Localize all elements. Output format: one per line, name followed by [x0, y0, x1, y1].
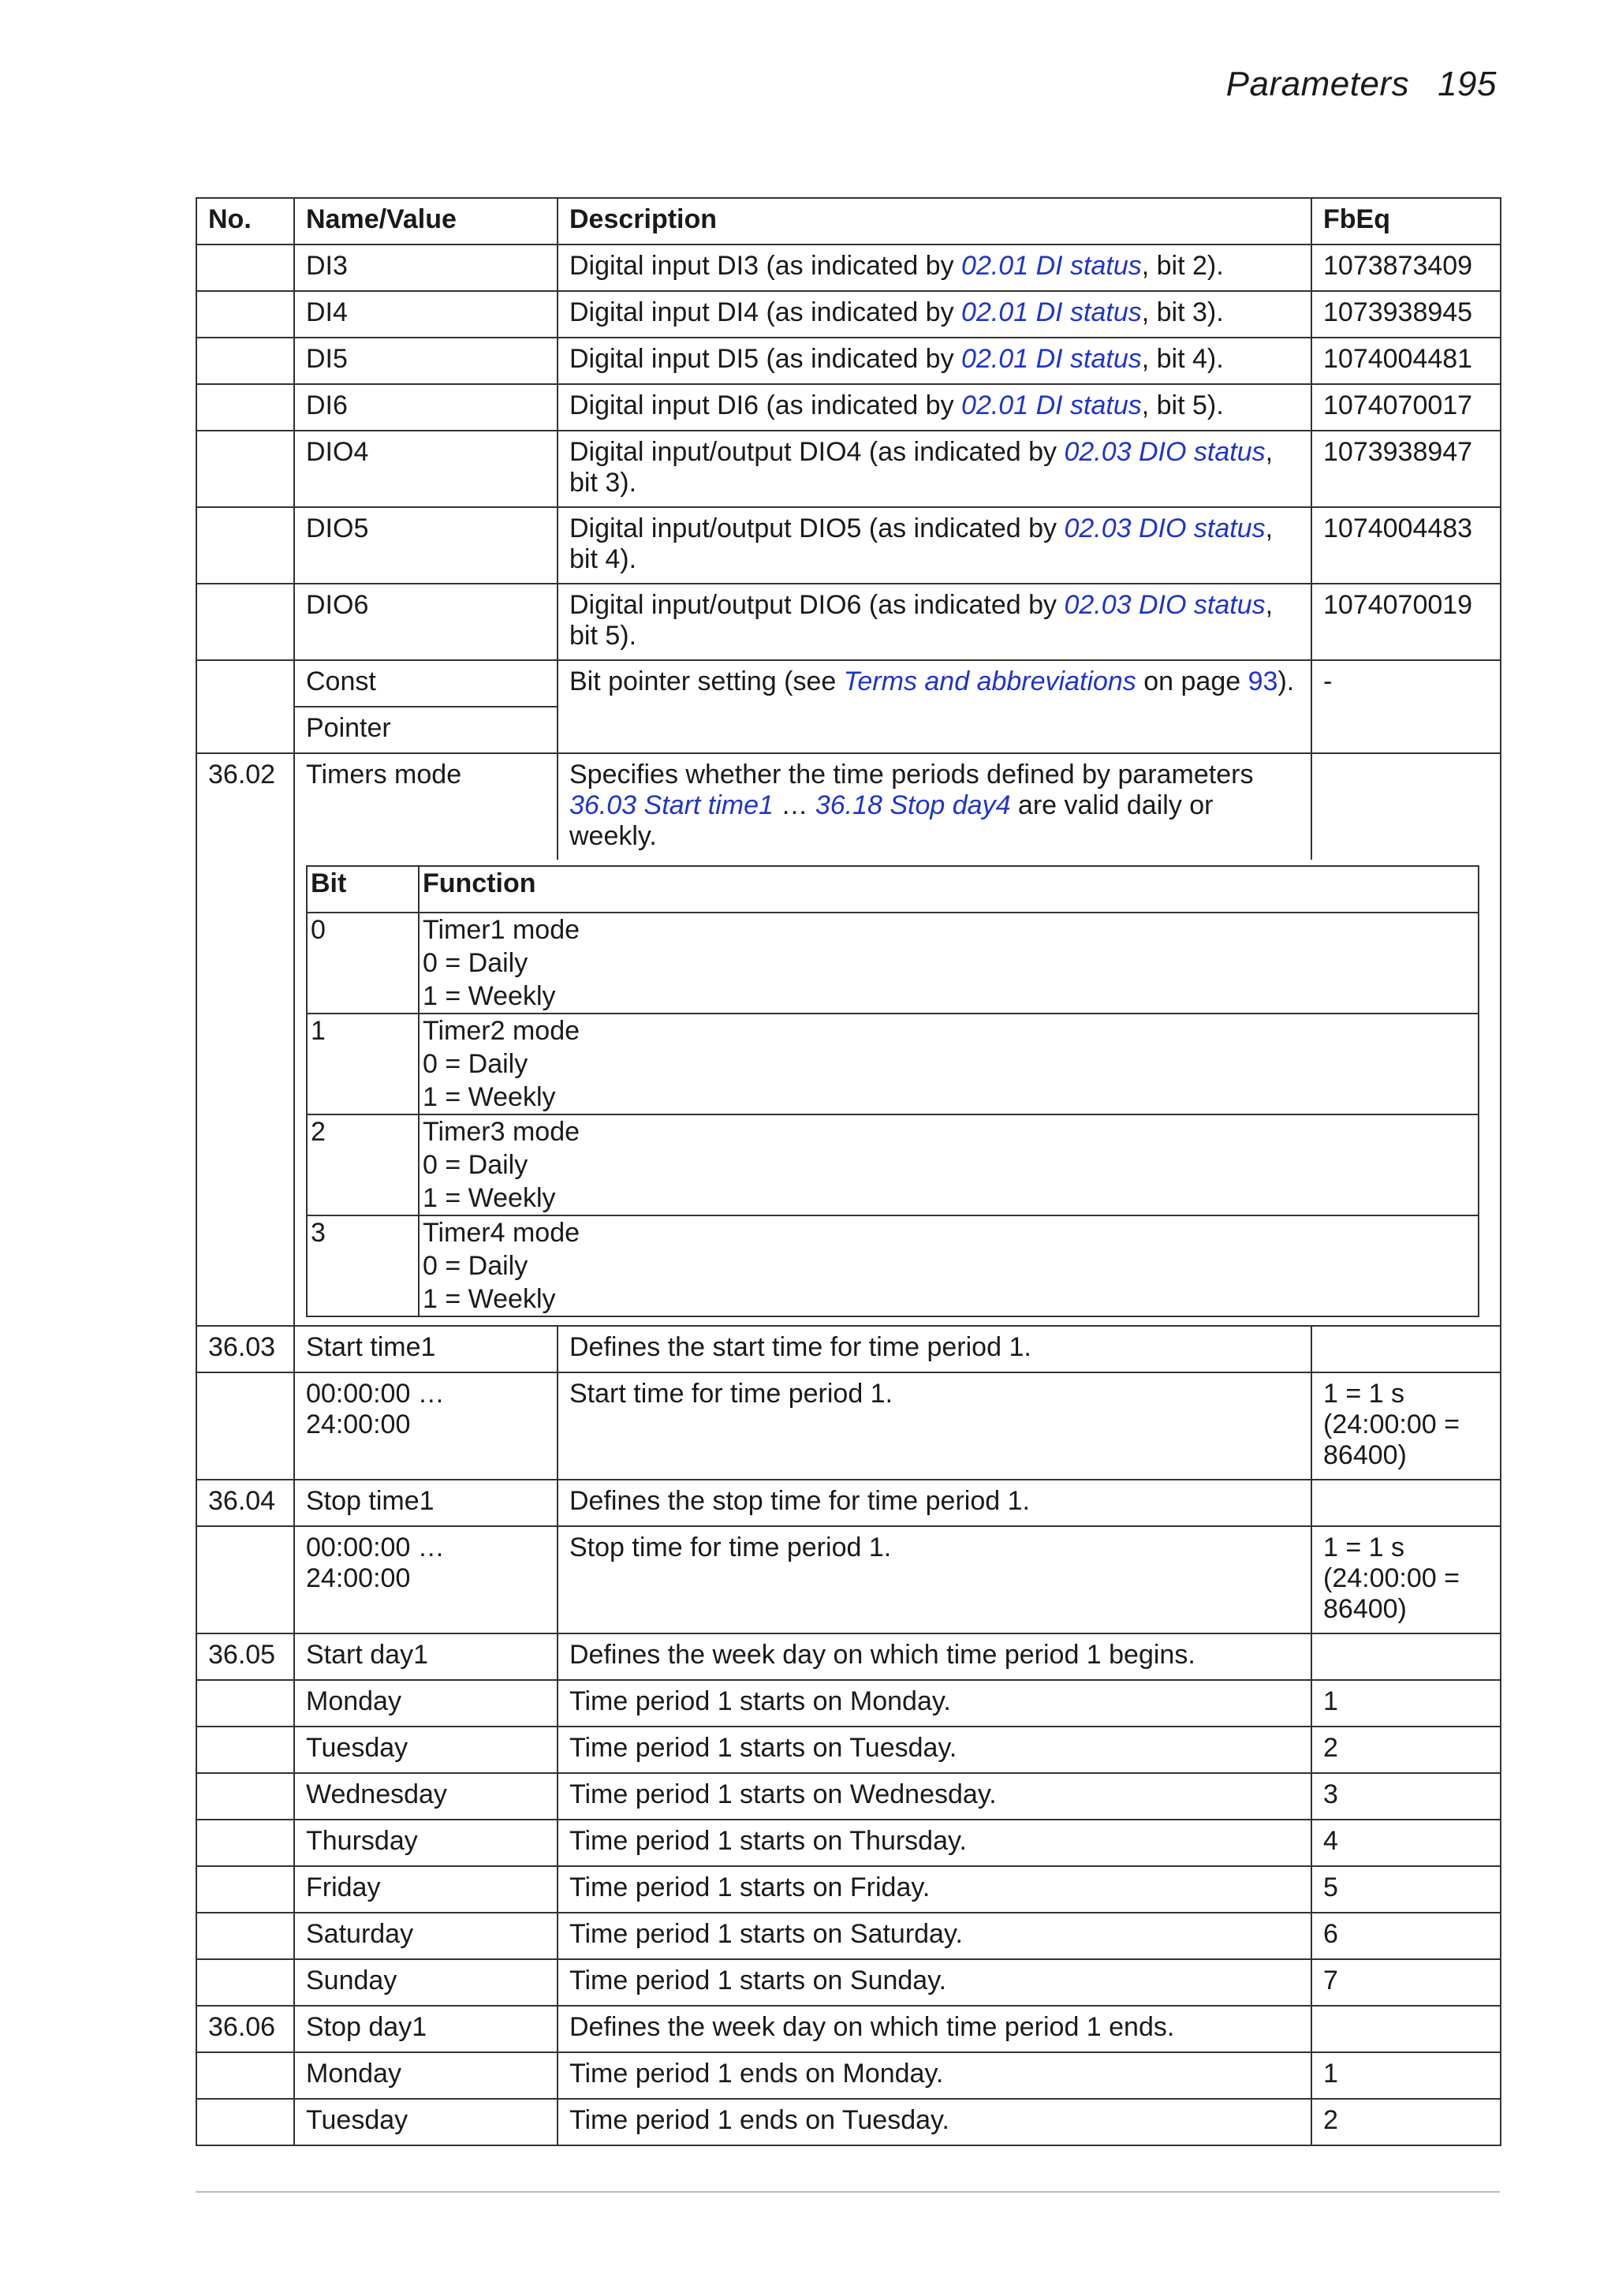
table-row — [196, 1372, 1501, 1480]
xref-link[interactable]: Terms and abbreviations — [843, 666, 1136, 696]
xref-link[interactable]: 02.01 DI status — [961, 251, 1142, 281]
parameter-row-36-02 — [196, 753, 1501, 860]
value-fbeq: 1 — [1311, 2052, 1501, 2099]
bit-number: 1 — [307, 1014, 419, 1114]
xref-link[interactable]: 02.03 DIO status — [1064, 437, 1266, 467]
value-fbeq: 1073938945 — [1311, 291, 1501, 338]
parameter-row-36-05 — [196, 1633, 1501, 1680]
header-title: Parameters — [1225, 65, 1410, 103]
table-row — [196, 2052, 1501, 2099]
table-row — [196, 431, 1501, 507]
table-row — [196, 338, 1501, 384]
xref-link[interactable]: 02.01 DI status — [961, 297, 1142, 327]
value-fbeq: - — [1311, 660, 1501, 753]
table-row — [196, 1773, 1501, 1820]
value-fbeq: 1073873409 — [1311, 245, 1501, 291]
table-row — [196, 507, 1501, 584]
bit-number: 3 — [307, 1215, 419, 1316]
table-row — [196, 1820, 1501, 1866]
param-description: Defines the week day on which time period 1 ends. — [558, 2006, 1311, 2052]
param-description: Defines the stop time for time period 1. — [558, 1480, 1311, 1526]
param-description: Defines the start time for time period 1. — [558, 1326, 1311, 1372]
bit-row — [307, 1215, 1479, 1316]
value-name: DIO4 — [294, 431, 558, 507]
value-name: Friday — [294, 1866, 558, 1913]
xref-link[interactable]: 36.18 Stop day4 — [815, 790, 1011, 820]
value-description: Time period 1 starts on Thursday. — [558, 1820, 1311, 1866]
value-name: DIO5 — [294, 507, 558, 584]
value-description: Digital input DI3 (as indicated by 02.01 DI status, bit 2). — [558, 245, 1311, 291]
value-fbeq: 2 — [1311, 1727, 1501, 1773]
value-fbeq: 1 = 1 s (24:00:00 = 86400) — [1311, 1372, 1501, 1480]
table-row — [196, 245, 1501, 291]
value-name: DIO6 — [294, 584, 558, 660]
value-fbeq: 6 — [1311, 1913, 1501, 1959]
parameter-row-36-03 — [196, 1326, 1501, 1372]
value-fbeq: 2 — [1311, 2099, 1501, 2145]
bit-header: Bit — [307, 866, 419, 913]
col-header-no: No. — [196, 198, 294, 245]
bit-number: 2 — [307, 1114, 419, 1215]
value-name: Tuesday — [294, 2099, 558, 2145]
value-name: Tuesday — [294, 1727, 558, 1773]
xref-link[interactable]: 02.03 DIO status — [1064, 513, 1266, 543]
bits-row — [196, 860, 1501, 1326]
param-number: 36.03 — [196, 1326, 294, 1372]
value-name: Wednesday — [294, 1773, 558, 1820]
value-fbeq: 1074004481 — [1311, 338, 1501, 384]
table-row — [196, 384, 1501, 431]
page-header — [1226, 65, 1497, 104]
value-name: DI6 — [294, 384, 558, 431]
table-row — [196, 1866, 1501, 1913]
page-link[interactable]: 93 — [1248, 666, 1278, 696]
value-description: Bit pointer setting (see Terms and abbreviations on page 93). — [558, 660, 1311, 753]
table-row — [196, 1526, 1501, 1633]
bit-function-table — [306, 865, 1479, 1317]
table-header-row — [196, 198, 1501, 245]
param-description: Defines the week day on which time period 1 begins. — [558, 1633, 1311, 1680]
table-row — [196, 584, 1501, 660]
table-row — [196, 1680, 1501, 1727]
value-description: Digital input DI5 (as indicated by 02.01 DI status, bit 4). — [558, 338, 1311, 384]
value-description: Time period 1 ends on Tuesday. — [558, 2099, 1311, 2145]
xref-link[interactable]: 02.01 DI status — [961, 344, 1142, 374]
xref-link[interactable]: 02.01 DI status — [961, 390, 1142, 420]
value-fbeq: 7 — [1311, 1959, 1501, 2006]
value-fbeq: 1074070019 — [1311, 584, 1501, 660]
param-name: Start day1 — [294, 1633, 558, 1680]
value-description: Time period 1 starts on Saturday. — [558, 1913, 1311, 1959]
col-header-description: Description — [558, 198, 1311, 245]
value-name: DI4 — [294, 291, 558, 338]
param-number: 36.05 — [196, 1633, 294, 1680]
value-description: Time period 1 starts on Sunday. — [558, 1959, 1311, 2006]
col-header-name: Name/Value — [294, 198, 558, 245]
xref-link[interactable]: 02.03 DIO status — [1064, 590, 1266, 620]
value-fbeq: 1 = 1 s (24:00:00 = 86400) — [1311, 1526, 1501, 1633]
value-fbeq: 1074070017 — [1311, 384, 1501, 431]
col-header-fbeq: FbEq — [1311, 198, 1501, 245]
table-row — [196, 1727, 1501, 1773]
bit-function: Timer4 mode 0 = Daily 1 = Weekly — [419, 1215, 1479, 1316]
table-row — [196, 1959, 1501, 2006]
value-description: Digital input/output DIO5 (as indicated by 02.03 DIO status, bit 4). — [558, 507, 1311, 584]
footer-divider — [196, 2191, 1500, 2193]
bit-row — [307, 1014, 1479, 1114]
value-description: Digital input DI6 (as indicated by 02.01 DI status, bit 5). — [558, 384, 1311, 431]
parameters-table — [196, 197, 1501, 2146]
value-description: Digital input/output DIO4 (as indicated by 02.03 DIO status, bit 3). — [558, 431, 1311, 507]
value-name: Thursday — [294, 1820, 558, 1866]
table-row — [196, 2099, 1501, 2145]
page-number: 195 — [1438, 65, 1497, 103]
param-number: 36.04 — [196, 1480, 294, 1526]
xref-link[interactable]: 36.03 Start time1 — [569, 790, 774, 820]
table-row — [196, 660, 1501, 707]
value-name: DI5 — [294, 338, 558, 384]
value-name: Const — [294, 660, 558, 707]
table-row — [196, 1913, 1501, 1959]
table-row — [196, 291, 1501, 338]
value-name: Sunday — [294, 1959, 558, 2006]
value-fbeq: 1073938947 — [1311, 431, 1501, 507]
param-number: 36.06 — [196, 2006, 294, 2052]
bit-function: Timer2 mode 0 = Daily 1 = Weekly — [419, 1014, 1479, 1114]
function-header: Function — [419, 866, 1479, 913]
value-description: Start time for time period 1. — [558, 1372, 1311, 1480]
value-description: Time period 1 ends on Monday. — [558, 2052, 1311, 2099]
bit-row — [307, 913, 1479, 1014]
value-name: DI3 — [294, 245, 558, 291]
bit-row — [307, 1114, 1479, 1215]
value-range: 00:00:00 … 24:00:00 — [294, 1526, 558, 1633]
value-range: 00:00:00 … 24:00:00 — [294, 1372, 558, 1480]
bit-number: 0 — [307, 913, 419, 1014]
param-name: Start time1 — [294, 1326, 558, 1372]
value-name: Pointer — [294, 707, 558, 753]
bit-function: Timer1 mode 0 = Daily 1 = Weekly — [419, 913, 1479, 1014]
parameter-row-36-04 — [196, 1480, 1501, 1526]
value-description: Digital input DI4 (as indicated by 02.01 DI status, bit 3). — [558, 291, 1311, 338]
value-name: Saturday — [294, 1913, 558, 1959]
param-name: Stop day1 — [294, 2006, 558, 2052]
value-description: Digital input/output DIO6 (as indicated by 02.03 DIO status, bit 5). — [558, 584, 1311, 660]
param-description: Specifies whether the time periods defined by parameters 36.03 Start time1 … 36.18 Stop day4 are valid daily or weekly. — [558, 753, 1311, 860]
param-name: Stop time1 — [294, 1480, 558, 1526]
param-number: 36.02 — [196, 753, 294, 1326]
bit-function: Timer3 mode 0 = Daily 1 = Weekly — [419, 1114, 1479, 1215]
value-name: Monday — [294, 1680, 558, 1727]
param-name: Timers mode — [294, 753, 558, 860]
value-fbeq: 1 — [1311, 1680, 1501, 1727]
value-fbeq: 5 — [1311, 1866, 1501, 1913]
value-description: Time period 1 starts on Tuesday. — [558, 1727, 1311, 1773]
value-fbeq: 4 — [1311, 1820, 1501, 1866]
value-name: Monday — [294, 2052, 558, 2099]
value-description: Stop time for time period 1. — [558, 1526, 1311, 1633]
value-description: Time period 1 starts on Wednesday. — [558, 1773, 1311, 1820]
value-description: Time period 1 starts on Monday. — [558, 1680, 1311, 1727]
value-description: Time period 1 starts on Friday. — [558, 1866, 1311, 1913]
value-fbeq: 1074004483 — [1311, 507, 1501, 584]
parameter-row-36-06 — [196, 2006, 1501, 2052]
value-fbeq: 3 — [1311, 1773, 1501, 1820]
